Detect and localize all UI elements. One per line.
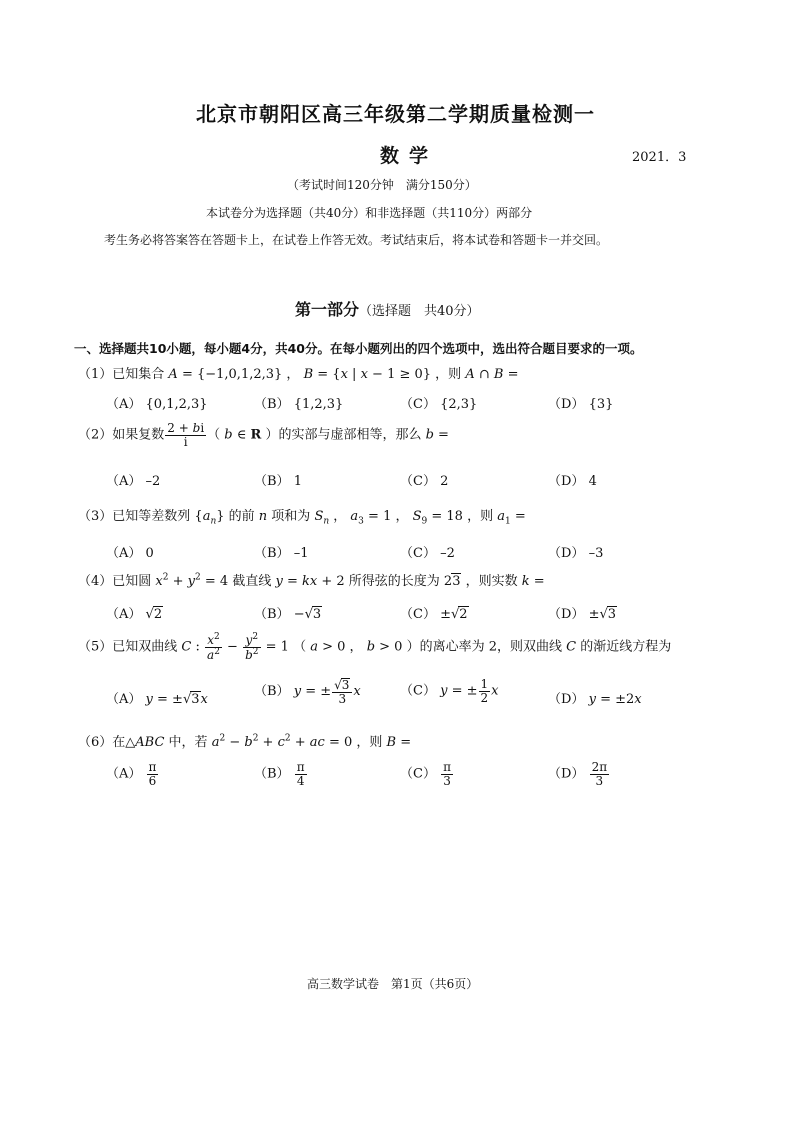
subject-title: 数学 (380, 145, 439, 167)
question-5: （5）已知双曲线 C : $\frac{x^2}{a^2}$ − $\frac{y^2}{b^2}$ = 1 （ a > 0 ， b > 0 ）的离心率为 2，则双曲线 C 的渐近线方程为 (78, 632, 672, 662)
question-number: （2） (78, 427, 113, 443)
exam-info: （考试时间120分钟 满分150分） (287, 178, 477, 192)
paper-composition: 本试卷分为选择题（共40分）和非选择题（共110分）两部分 (206, 206, 533, 220)
q5-option-c[interactable]: （C） y = ± $\frac{1}{2}$ x (400, 677, 499, 705)
q6-option-b[interactable]: （B） $\frac{\pi}{4}$ (254, 760, 305, 788)
section-subtitle: （选择题 共40分） (359, 304, 480, 319)
q5-option-d[interactable]: （D） y = ±2x (548, 692, 642, 707)
question-3: （3）已知等差数列 $\{a_n\}$ 的前 n 项和为 $S_n$ ， $a_3 = 1$ ， $S_9 = 18$ ，则 $a_1$ = (78, 509, 526, 527)
question-number: （3） (78, 509, 113, 524)
q2-option-d[interactable]: （D） 4 (548, 474, 597, 489)
exam-date: 2021．3 (632, 150, 687, 165)
q3-option-d[interactable]: （D） –3 (548, 546, 604, 561)
q6-option-c[interactable]: （C） $\frac{\pi}{3}$ (400, 760, 451, 788)
question-number: （4） (78, 574, 113, 589)
exam-title: 北京市朝阳区高三年级第二学期质量检测一 (196, 102, 595, 126)
q6-option-a[interactable]: （A） $\frac{\pi}{6}$ (106, 760, 157, 788)
q3-option-a[interactable]: （A） 0 (106, 546, 154, 561)
q6-option-d[interactable]: （D） $\frac{2\pi}{3}$ (548, 760, 608, 788)
q1-option-d[interactable]: （D） {3} (548, 397, 614, 412)
q5-option-a[interactable]: （A） y = ±√3x (106, 692, 208, 707)
q2-option-a[interactable]: （A） –2 (106, 474, 161, 489)
q4-option-d[interactable]: （D） ±√3 (548, 607, 617, 622)
section-heading (295, 297, 480, 320)
q4-option-c[interactable]: （C） ±√2 (400, 607, 468, 622)
question-1: （1）已知集合 A = {−1,0,1,2,3} ， B = {x | x − 1 ≥ 0} ，则 A ∩ B = (78, 367, 519, 382)
q5-option-b[interactable]: （B） y = ± $\frac{√3}{3}$ x (254, 678, 361, 706)
q4-option-a[interactable]: （A） √2 (106, 607, 163, 622)
question-6: （6）在△ABC 中，若 $a^2 - b^2 + c^2$ + ac = 0 ，则 B = (78, 733, 412, 750)
q3-option-b[interactable]: （B） –1 (254, 546, 309, 561)
q1-option-b[interactable]: （B） {1,2,3} (254, 397, 344, 412)
q2-option-b[interactable]: （B） 1 (254, 474, 302, 489)
section-instruction: 一、选择题共10小题，每小题4分，共40分。在每小题列出的四个选项中，选出符合题目要求的一项。 (74, 341, 643, 356)
question-number: （5） (78, 639, 113, 655)
question-number: （6） (78, 735, 113, 750)
exam-notice: 考生务必将答案答在答题卡上，在试卷上作答无效。考试结束后，将本试卷和答题卡一并交回。 (104, 233, 609, 247)
q1-option-c[interactable]: （C） {2,3} (400, 397, 478, 412)
q4-option-b[interactable]: （B） −√3 (254, 607, 322, 622)
question-2: （2）如果复数 $\frac{2 + bi}{i}$ （ b ∈ R ）的实部与虚部相等，那么 b = (78, 421, 449, 449)
q2-option-c[interactable]: （C） 2 (400, 474, 449, 489)
q1-option-a[interactable]: （A） {0,1,2,3} (106, 397, 208, 412)
page-footer: 高三数学试卷 第1页（共6页） (307, 977, 479, 991)
q3-option-c[interactable]: （C） –2 (400, 546, 455, 561)
question-4: （4）已知圆 $x^2 + y^2 = 4$ 截直线 y = kx + 2 所得弦的长度为 23 ，则实数 k = (78, 572, 545, 589)
question-number: （1） (78, 367, 113, 382)
section-title: 第一部分 (295, 300, 360, 319)
